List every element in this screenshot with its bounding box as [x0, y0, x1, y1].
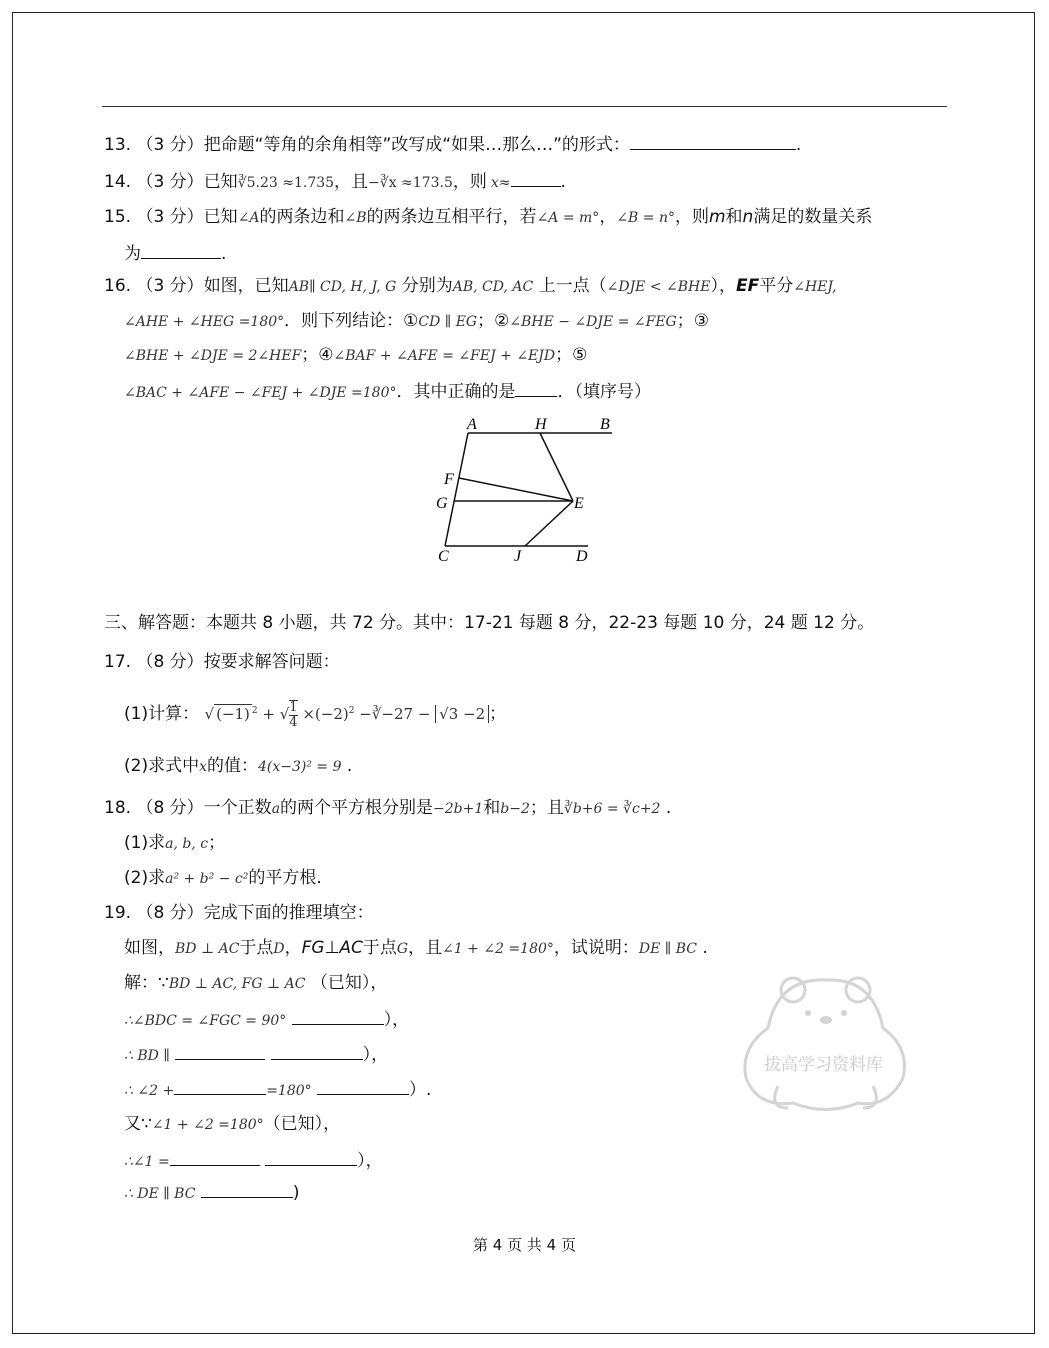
q17-frac-den: 4 — [289, 715, 298, 730]
q19-l1-expr-5: DE ∥ BC — [638, 941, 697, 957]
q19-line-3 — [124, 1008, 409, 1032]
line-ej — [525, 501, 573, 546]
q16-conclusion-4: ∠BAF + ∠AFE = ∠FEJ + ∠EJD — [333, 348, 556, 364]
q13-answer-blank[interactable] — [630, 133, 796, 150]
q19-l1-text-6: ，试说明： — [553, 938, 639, 958]
q19-blank-2[interactable] — [175, 1043, 265, 1060]
q19-number: 19. — [104, 903, 132, 923]
label-d: D — [576, 548, 588, 565]
q17-expr-e: −∛−27 − — [359, 705, 431, 723]
q19-l6-expr: ∠1 + ∠2 =180° — [151, 1117, 264, 1133]
q19-l5-end: ）. — [409, 1080, 432, 1100]
q17-number: 17. — [104, 652, 132, 672]
q18-part-1-end: ； — [208, 833, 226, 853]
question-16-line-4 — [124, 380, 651, 404]
q19-blank-5[interactable] — [317, 1078, 409, 1095]
q19-line-2 — [124, 972, 387, 995]
q18-part-1 — [124, 832, 225, 855]
q16-sep-2: ；② — [477, 311, 510, 331]
q19-l1-text-2: 于点 — [239, 938, 274, 958]
q13-text: 把命题“等角的余角相等”改写成“如果…那么…”的形式： — [203, 135, 630, 155]
q13-number: 13. — [104, 135, 132, 155]
q16-given: ∠AHE + ∠HEG =180° — [124, 314, 285, 330]
q13-score: （3 分） — [136, 135, 204, 155]
q14-expr-2: −∛x ≈173.5 — [368, 175, 453, 191]
q19-line-5 — [124, 1078, 431, 1102]
line-he — [540, 433, 573, 501]
q19-l6-end: （已知）， — [263, 1114, 341, 1134]
q19-line-8 — [124, 1181, 299, 1205]
q17-expr-d: ×(−2) — [302, 705, 349, 723]
q16-conclusion-1: CD ∥ EG — [418, 314, 478, 330]
q19-l1-text-4: 于点 — [362, 938, 397, 958]
q17-part-2-end: . — [346, 756, 353, 776]
q15-var-n: n — [742, 207, 754, 227]
q17-part-1-end: ； — [489, 704, 507, 724]
q15-score: （3 分） — [136, 207, 204, 227]
q17-part-2-label: (2)求式中 — [124, 756, 200, 776]
q19-blank-8[interactable] — [201, 1181, 293, 1198]
q16-fill-hint: ．（填序号） — [557, 382, 651, 402]
q16-list-intro: ．则下列结论：① — [284, 311, 419, 331]
label-e: E — [574, 495, 584, 512]
label-g: G — [436, 495, 448, 512]
q15-answer-blank[interactable] — [141, 242, 221, 259]
q15-number: 15. — [104, 207, 132, 227]
header-rule — [102, 106, 947, 107]
q19-l6-text: 又∵ — [124, 1114, 152, 1134]
q16-conclusion-2: ∠BHE − ∠DJE = ∠FEG — [509, 314, 677, 330]
q19-l2-expr: BD ⊥ AC, FG ⊥ AC — [168, 976, 306, 992]
q16-text-5: 平分 — [759, 276, 794, 296]
q19-l1-expr-4: ∠1 + ∠2 =180° — [442, 941, 554, 957]
q15-text-7: 满足的数量关系 — [753, 207, 873, 227]
q19-line-1 — [124, 937, 708, 960]
q18-part-1-vars: a, b, c — [165, 836, 209, 852]
q15-text-1: 已知 — [203, 207, 238, 227]
q16-conclusion-5: ∠BAC + ∠AFE − ∠FEJ + ∠DJE =180° — [124, 385, 397, 401]
q15-end: . — [221, 244, 227, 264]
question-17 — [104, 651, 340, 673]
q14-text-2: ，且 — [334, 172, 369, 192]
q17-score: （8 分） — [136, 652, 204, 672]
q19-l2-end: （已知）， — [310, 973, 388, 993]
q19-blank-6[interactable] — [170, 1149, 260, 1166]
q14-text-3: ，则 — [452, 172, 487, 192]
q19-l5-expr-2: =180° — [266, 1083, 312, 1099]
question-19 — [104, 902, 374, 924]
question-13 — [104, 133, 801, 156]
q14-answer-blank[interactable] — [511, 170, 561, 187]
q19-l1-text-5: ，且 — [408, 938, 443, 958]
q15-expr-1: ∠A = m° — [536, 210, 600, 226]
q19-blank-7[interactable] — [265, 1149, 357, 1166]
q18-end: . — [665, 798, 672, 818]
q16-answer-blank[interactable] — [515, 380, 557, 397]
q16-expr-3: ∠DJE < ∠BHE — [606, 279, 711, 295]
q16-sep-4: ；④ — [301, 345, 334, 365]
q16-conclusion-3: ∠BHE + ∠DJE = 2∠HEF — [124, 348, 302, 364]
q19-score: （8 分） — [136, 903, 204, 923]
q14-expr-1: ∛5.23 ≈1.735 — [237, 175, 335, 191]
q16-text-2: 分别为 — [401, 276, 453, 296]
q19-blank-3[interactable] — [271, 1043, 363, 1060]
q18-var-a: a — [271, 801, 281, 817]
q19-l1-expr-1: BD ⊥ AC — [175, 941, 240, 957]
q15-text-4: ， — [599, 207, 617, 227]
q16-number: 16. — [104, 276, 132, 296]
q16-expr-2: AB, CD, AC — [452, 279, 534, 295]
q14-text-1: 已知 — [203, 172, 238, 192]
question-18 — [104, 797, 671, 820]
q17-part-2-text: 的值： — [207, 756, 258, 776]
question-14 — [104, 170, 566, 194]
q19-l1-text-1: 如图， — [124, 938, 175, 958]
q17-var-x: x — [199, 759, 207, 775]
q16-prompt: ．其中正确的是 — [396, 382, 516, 402]
q15-text-5: ，则 — [674, 207, 709, 227]
q16-text-3: 上一点（ — [538, 276, 607, 296]
q19-line-6 — [124, 1113, 340, 1136]
label-h: H — [535, 416, 547, 433]
q18-cube-root-eq: ∛b+6 = ∛c+2 — [563, 801, 661, 817]
q16-expr-4: ∠HEJ, — [793, 279, 837, 295]
q16-expr-1: AB∥ CD, H, J, G — [288, 279, 397, 295]
section-3-heading: 三、解答题：本题共 8 小题，共 72 分。其中：17-21 每题 8 分，22-23 每题 10 分，24 题 12 分。 — [104, 613, 875, 633]
q15-text-3: 的两条边互相平行，若 — [366, 207, 537, 227]
q15-text-6: 和 — [725, 207, 743, 227]
q18-text-3: 和 — [483, 798, 501, 818]
q16-score: （3 分） — [136, 276, 204, 296]
label-a: A — [467, 416, 477, 433]
q17-expr-a: (−1) — [216, 705, 250, 723]
q16-sep-3: ；③ — [676, 311, 709, 331]
q18-root-2: b−2 — [500, 801, 530, 817]
q14-expr-3: x≈ — [490, 175, 511, 191]
q19-l4-expr: ∴ BD ∥ — [124, 1048, 170, 1064]
question-15-line-2 — [124, 242, 226, 265]
label-j: J — [514, 548, 522, 565]
q19-l5-expr-1: ∴ ∠2 + — [124, 1083, 175, 1099]
q18-part-2 — [124, 867, 322, 890]
q19-l4-end: ）， — [362, 1045, 389, 1065]
q15-text-2: 的两条边和 — [259, 207, 345, 227]
q18-text-4: ；且 — [529, 798, 564, 818]
q17-part-1-label: (1)计算： — [124, 704, 200, 724]
q18-part-1-label: (1)求 — [124, 833, 166, 853]
q17-frac-num: 1 — [289, 700, 298, 715]
q18-text-2: 的两个平方根分别是 — [280, 798, 434, 818]
geometry-figure — [430, 412, 630, 572]
q19-line-4 — [124, 1043, 388, 1067]
q17-part-1 — [124, 700, 506, 730]
q18-text-1: 一个正数 — [203, 798, 272, 818]
q19-l1-end: . — [702, 938, 708, 958]
q19-l8-end: ) — [292, 1183, 300, 1203]
q17-part-2 — [124, 755, 352, 778]
q15-angle-a: ∠A — [237, 210, 260, 226]
bear-watermark-icon — [738, 968, 913, 1118]
label-b: B — [600, 416, 610, 433]
q14-score: （3 分） — [136, 172, 204, 192]
q16-ef: EF — [735, 276, 760, 296]
q14-number: 14. — [104, 172, 132, 192]
q17-part-1-expression: √ (−1) $^2$ + √ $\frac{1}{4}$ $\times(-2)^2$ −∛−27 − √3 −2 — [205, 705, 490, 723]
line-ac — [445, 433, 468, 546]
q17-text: 按要求解答问题： — [203, 652, 340, 672]
question-15 — [104, 206, 872, 229]
q19-l7-end: ）， — [357, 1151, 383, 1171]
q18-part-2-text: 的平方根. — [248, 868, 322, 888]
watermark-text: 拔高学习资料库 — [764, 1055, 883, 1075]
q19-l3-expr: ∴∠BDC = ∠FGC = 90° — [124, 1013, 287, 1029]
q19-l1-point-d: D — [273, 941, 285, 957]
q19-l1-point-g: G — [396, 941, 409, 957]
page-footer: 第 4 页 共 4 页 — [473, 1236, 576, 1254]
q19-l2-text: 解：∵ — [124, 973, 169, 993]
q18-number: 18. — [104, 798, 132, 818]
q17-equation: 4(x−3)² = 9 — [258, 759, 342, 775]
question-16-line-2 — [124, 310, 709, 333]
q18-part-2-expr: a² + b² − c² — [165, 871, 249, 887]
q14-end: . — [560, 172, 566, 192]
q19-text: 完成下面的推理填空： — [203, 903, 374, 923]
q15-text-for: 为 — [124, 244, 141, 264]
q17-abs-value: √3 −2 — [435, 705, 489, 723]
q15-angle-b: ∠B — [344, 210, 367, 226]
q15-var-m: m — [708, 207, 726, 227]
q19-l7-expr: ∴∠1 = — [124, 1154, 170, 1170]
q19-l3-end: ）， — [383, 1010, 410, 1030]
q16-text-4: ）， — [710, 276, 736, 296]
q19-line-7 — [124, 1149, 383, 1173]
q16-text-1: 如图，已知 — [203, 276, 289, 296]
q18-score: （8 分） — [136, 798, 204, 818]
label-f: F — [444, 471, 454, 488]
q19-l1-fg: FG⊥AC — [301, 938, 363, 958]
line-fe — [459, 478, 573, 501]
q18-part-2-label: (2)求 — [124, 868, 166, 888]
q19-blank-1[interactable] — [292, 1008, 384, 1025]
q18-root-1: −2b+1 — [433, 801, 484, 817]
q19-l8-expr: ∴ DE ∥ BC — [124, 1186, 196, 1202]
q16-sep-5: ；⑤ — [555, 345, 588, 365]
question-16 — [104, 275, 837, 298]
question-16-line-3 — [124, 344, 587, 367]
q13-end: . — [795, 135, 802, 155]
q19-blank-4[interactable] — [174, 1078, 266, 1095]
q19-l1-text-3: ， — [284, 938, 302, 958]
label-c: C — [438, 548, 449, 565]
q15-expr-2: ∠B = n° — [616, 210, 675, 226]
